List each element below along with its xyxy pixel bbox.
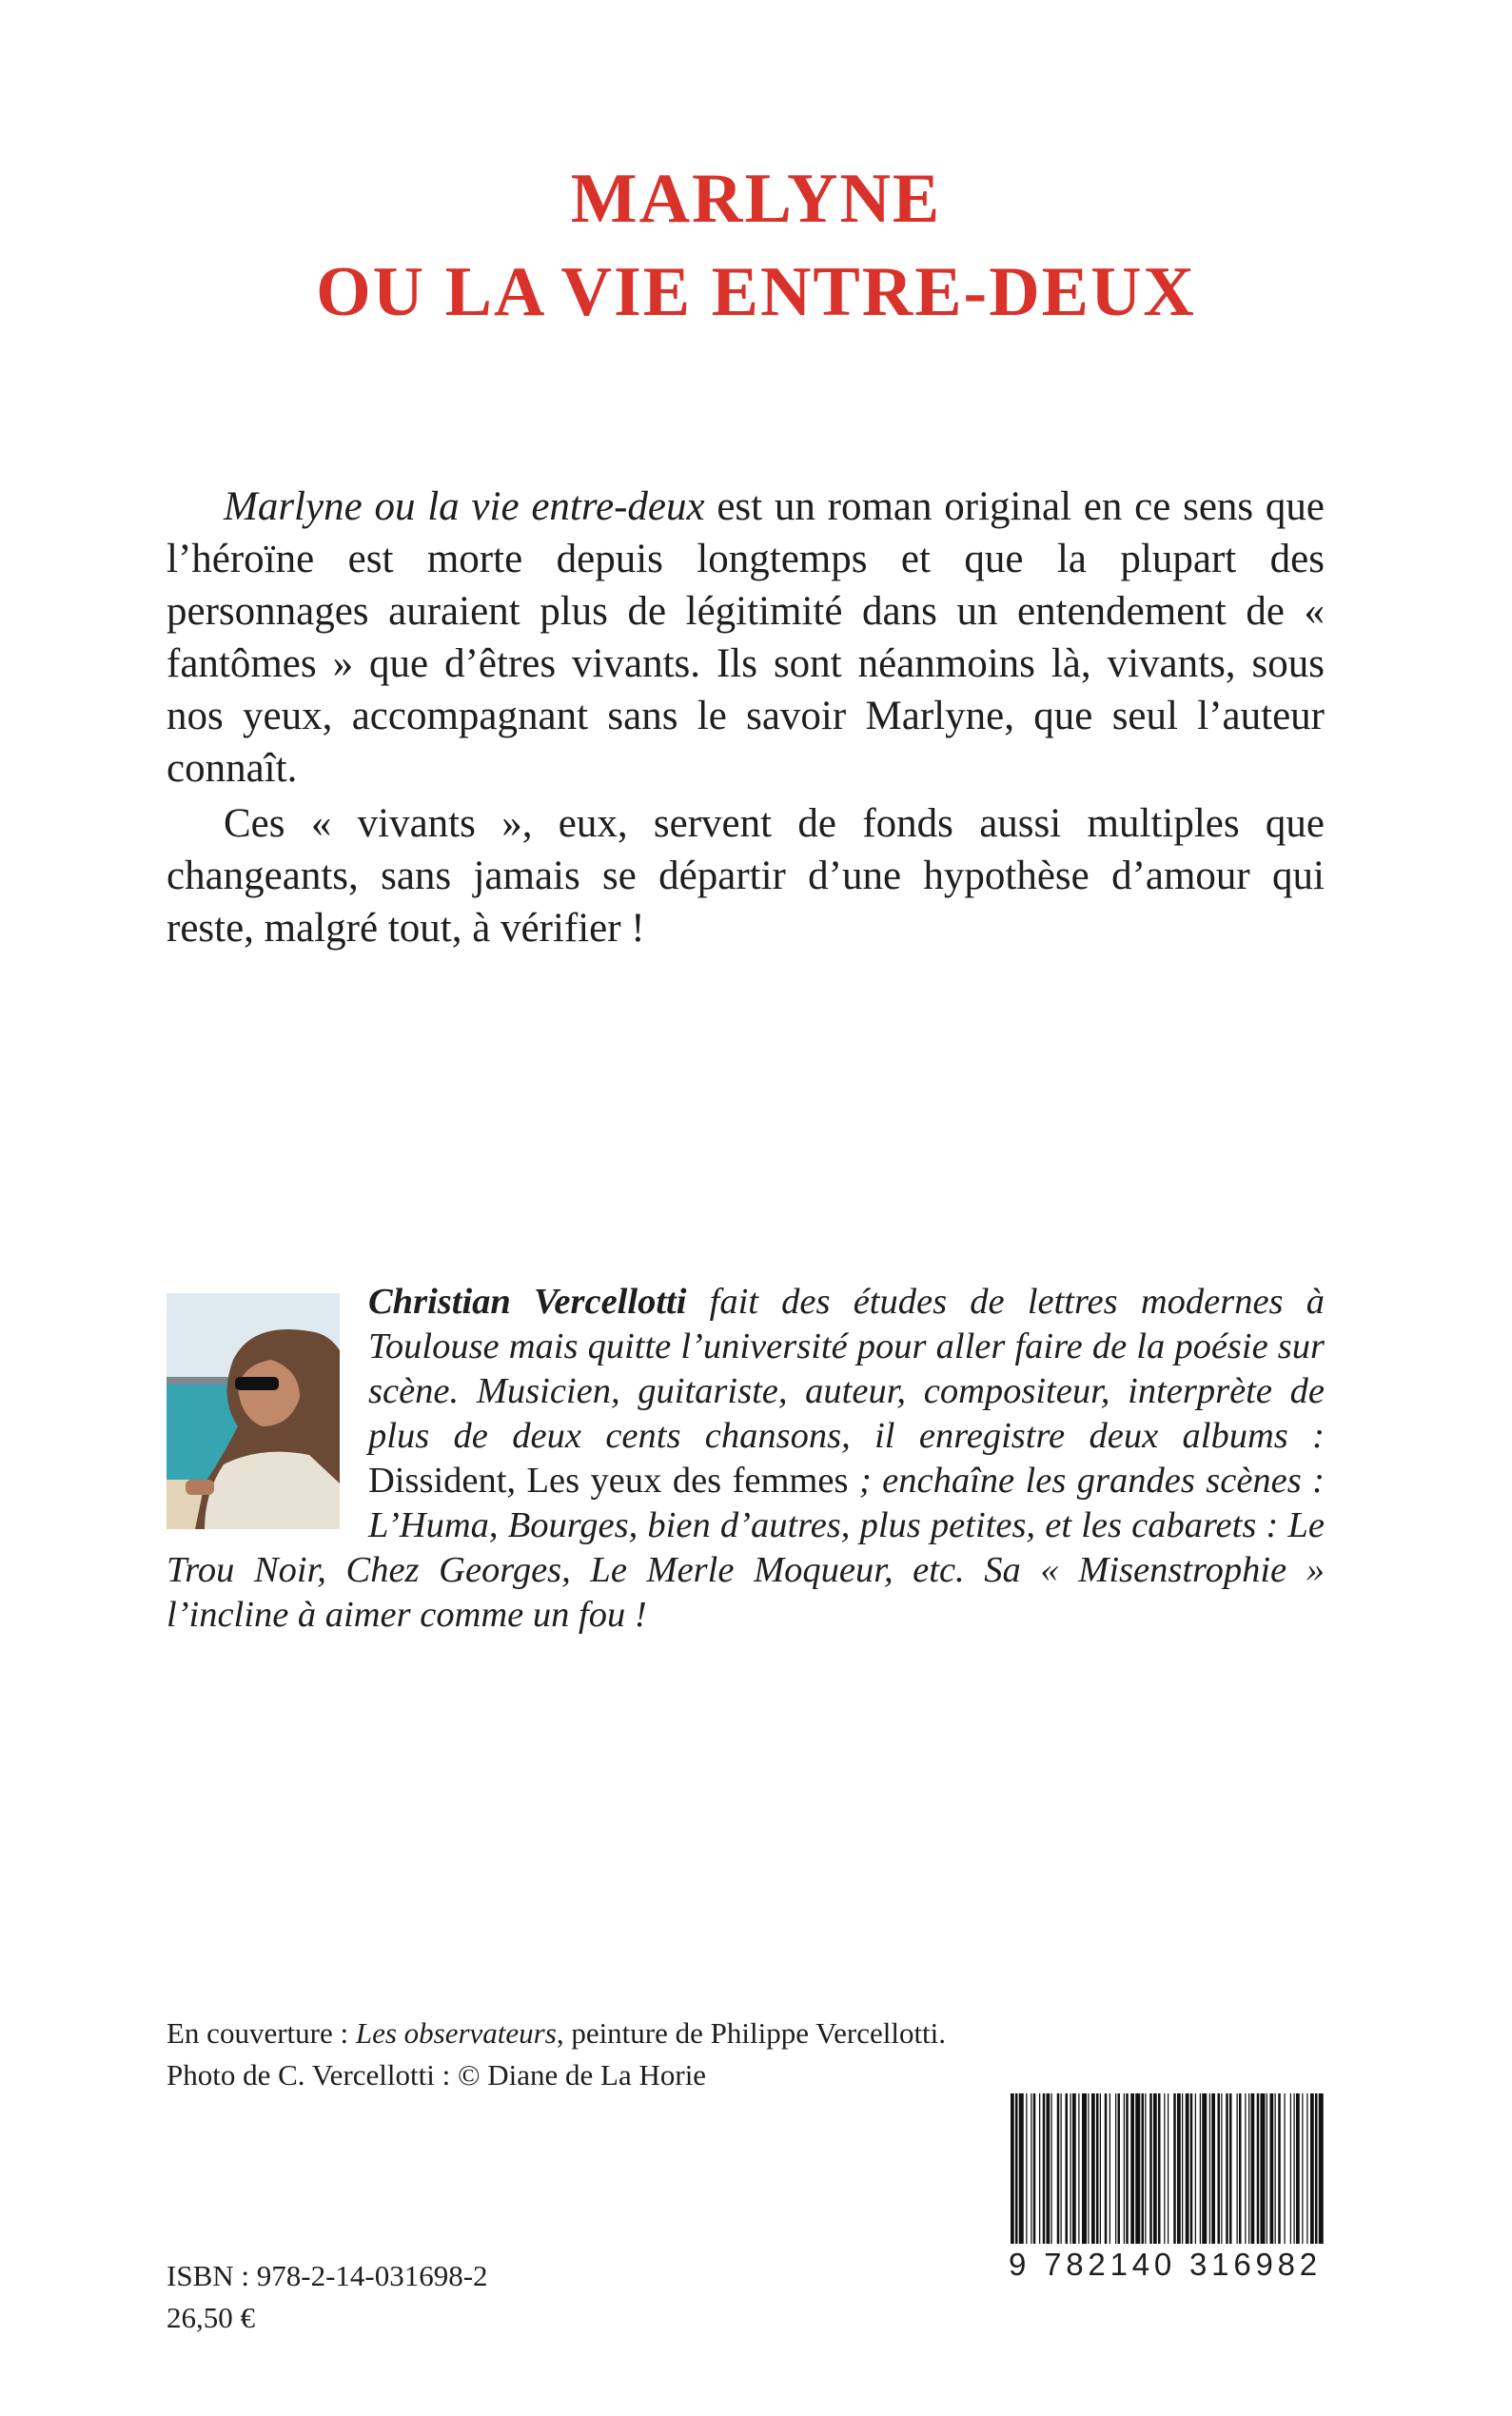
barcode-bar	[1285, 2093, 1286, 2244]
barcode-bar	[1306, 2093, 1307, 2244]
barcode-bar	[1239, 2093, 1242, 2244]
barcode-bar	[1245, 2093, 1246, 2244]
barcode-bar	[1237, 2093, 1238, 2244]
barcode-bar	[1149, 2093, 1152, 2244]
barcode-bar	[1182, 2093, 1183, 2244]
barcode-bar	[1296, 2093, 1300, 2244]
barcode-bar	[1218, 2093, 1221, 2244]
barcode-bar	[1164, 2093, 1165, 2244]
barcode-bar	[1047, 2093, 1051, 2244]
barcode-bar	[1039, 2093, 1040, 2244]
barcode-bar	[1211, 2093, 1215, 2244]
barcode-bar	[1257, 2093, 1260, 2244]
author-portrait-icon	[167, 1293, 340, 1529]
barcode-bar	[1026, 2093, 1027, 2244]
barcode-bar	[1177, 2093, 1181, 2244]
barcode-bar	[1130, 2093, 1134, 2244]
cover-credit-prefix: En couverture :	[167, 2016, 356, 2050]
barcode-bar	[1142, 2093, 1145, 2244]
barcode-bar	[1096, 2093, 1099, 2244]
barcode-bar	[1248, 2093, 1249, 2244]
price: 26,50 €	[167, 2301, 255, 2334]
barcode-bar	[1209, 2093, 1210, 2244]
barcode-bar	[1278, 2093, 1281, 2244]
barcode-bar	[1057, 2093, 1060, 2244]
barcode-bar	[1070, 2093, 1071, 2244]
barcode-bar	[1118, 2093, 1121, 2244]
barcode-bar	[1082, 2093, 1087, 2244]
author-name: Christian Vercellotti	[368, 1282, 687, 1322]
barcode-bar	[1153, 2093, 1157, 2244]
barcode-bar	[1135, 2093, 1140, 2244]
photo-credit: Photo de C. Vercellotti : © Diane de La Horie	[167, 2058, 707, 2092]
barcode-bar	[1158, 2093, 1161, 2244]
book-title-line2: OU LA VIE ENTRE-DEUX	[316, 253, 1196, 331]
author-bio	[167, 1280, 1325, 1638]
barcode-bar	[1019, 2093, 1024, 2244]
barcode-bar	[1033, 2093, 1036, 2244]
barcode-bar	[1015, 2093, 1018, 2244]
barcode-bar	[1091, 2093, 1095, 2244]
barcode-bar	[1043, 2093, 1046, 2244]
barcode-bar	[1310, 2093, 1314, 2244]
barcode-bar	[1061, 2093, 1062, 2244]
isbn-block	[167, 2255, 488, 2339]
barcode-bar	[1195, 2093, 1196, 2244]
barcode-bar	[1173, 2093, 1176, 2244]
barcode-bar	[1290, 2093, 1291, 2244]
author-bio-text-1: fait des études de lettres modernes à Toulouse mais quitte l’université pour aller faire de la poésie sur scène. Musicien, guitariste, auteur, compositeur, interprète de plus de deux cents chansons, il enregistre deux albums :	[368, 1282, 1325, 1456]
cover-credit-work: Les observateurs	[355, 2016, 557, 2050]
barcode-bar	[1088, 2093, 1089, 2244]
barcode-bar	[1190, 2093, 1193, 2244]
barcode-bar	[1066, 2093, 1069, 2244]
barcode-bar	[1294, 2093, 1295, 2244]
author-albums: Dissident, Les yeux des femmes	[368, 1461, 849, 1501]
author-bio-text-2: ; enchaîne les grandes scènes : L’Huma, Bourges, bien d’autres, plus petites, et les cabarets : Le Trou Noir, Chez Georges, Le Merle Moqueur, etc. Sa « Misenstrophie » l’incline à aimer comme un fou !	[167, 1461, 1325, 1635]
barcode-bar	[1315, 2093, 1318, 2244]
barcode-bar	[1072, 2093, 1076, 2244]
barcode-bar	[1319, 2093, 1324, 2244]
barcode-bar	[1105, 2093, 1108, 2244]
barcode-bar	[1251, 2093, 1255, 2244]
barcode-bar	[1200, 2093, 1201, 2244]
barcode-bar	[1051, 2093, 1052, 2244]
barcode-bar	[1202, 2093, 1207, 2244]
summary-title-italic: Marlyne ou la vie entre-deux	[224, 484, 705, 529]
summary-p1-text: est un roman original en ce sens que l’héroïne est morte depuis longtemps et que la plupart des personnages auraient plus de légitimité dans un entendement de « fantômes » que d’êtres vivants. Ils sont néanmoins là, vivants, sous nos yeux, accompagnant sans le savoir Marlyne, que seul l’auteur connaît.	[167, 484, 1325, 791]
credits	[167, 2013, 946, 2096]
barcode-bar	[1078, 2093, 1079, 2244]
barcode	[1009, 2093, 1327, 2284]
barcode-bar	[1261, 2093, 1266, 2244]
barcode-digits: 9 782140 316982	[1009, 2247, 1322, 2282]
cover-credit-suffix: , peinture de Philippe Vercellotti.	[556, 2016, 947, 2050]
barcode-bar	[1226, 2093, 1228, 2244]
barcode-bar	[1302, 2093, 1303, 2244]
barcode-bar	[1229, 2093, 1232, 2244]
barcode-icon	[1009, 2093, 1327, 2244]
cover-credit	[167, 2013, 946, 2054]
book-title	[0, 152, 1512, 339]
barcode-bar	[1124, 2093, 1125, 2244]
barcode-bar	[1100, 2093, 1101, 2244]
barcode-bar	[1275, 2093, 1276, 2244]
author-portrait-image	[167, 1293, 340, 1529]
summary-paragraph-1	[167, 481, 1325, 795]
barcode-bar	[1145, 2093, 1146, 2244]
isbn-number: ISBN : 978-2-14-031698-2	[167, 2259, 488, 2292]
summary-paragraph-2: Ces « vivants », eux, servent de fonds aussi multiples que changeants, sans jamais se départir d’une hypothèse d’amour qui reste, malgré tout, à vérifier !	[167, 801, 1325, 951]
barcode-bar	[1109, 2093, 1110, 2244]
barcode-bar	[1011, 2093, 1014, 2244]
barcode-bar	[1221, 2093, 1222, 2244]
book-summary	[167, 481, 1325, 954]
barcode-bar	[1126, 2093, 1129, 2244]
book-title-line1: MARLYNE	[570, 160, 942, 238]
barcode-bar	[1115, 2093, 1116, 2244]
barcode-bar	[1186, 2093, 1189, 2244]
barcode-bar	[1270, 2093, 1274, 2244]
